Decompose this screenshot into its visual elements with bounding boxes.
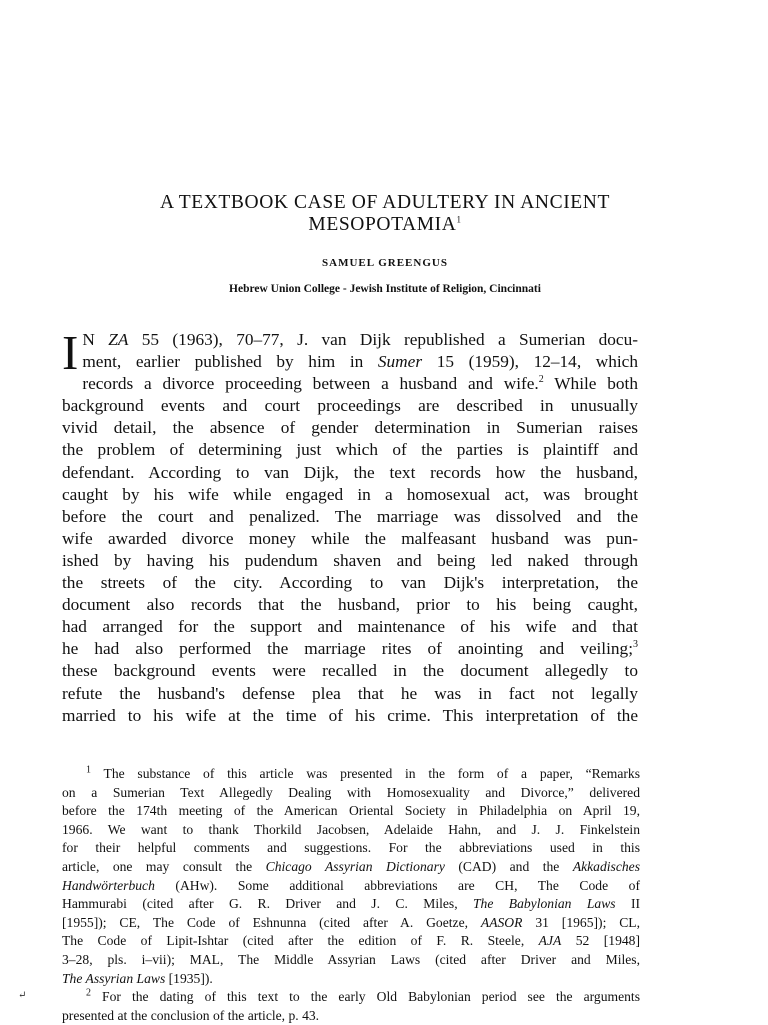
text-run: caught by his wife while engaged in a homosexual act, was brought [62,484,638,504]
text-run: refute the husband's defense plea that he was in fact not legally [62,683,638,703]
text-run: these background events were recalled in the document allegedly to [62,661,638,681]
body-line [62,638,638,660]
footnote-line [62,821,640,840]
text-run: before the 174th meeting of the American Oriental Society in Philadelphia on April 19, [62,803,640,819]
text-run: [1955]); CE, The Code of Eshnunna (cited after A. Goetze, [62,914,481,930]
footnote-line [62,988,640,1007]
text-run: While both [543,374,639,394]
body-line [62,683,638,705]
footnote-line [62,970,640,989]
body-line [62,351,638,373]
footnote [62,988,640,1025]
footnote-line [62,895,640,914]
text-run: (AHw). Some additional abbreviations are CH, The Code of [154,877,640,893]
body-paragraph [62,325,639,727]
footnote-line [62,802,640,821]
body-line [62,550,638,572]
body-line [62,417,638,439]
title-line-1: A TEXTBOOK CASE OF ADULTERY IN ANCIENT [159,192,611,213]
text-run: document also records that the husband, prior to his being caught, [62,595,638,615]
body-line [62,616,638,638]
body-line [62,329,638,351]
footnote-line [62,1007,640,1025]
text-run: 52 [1948] [561,933,640,949]
footnotes [62,765,640,1025]
text-run: The substance of this article was presented in the form of a paper, “Remarks [91,766,640,781]
footnote-line [62,839,640,858]
text-run: II [615,896,641,912]
body-lines [62,325,639,727]
text-run: married to his wife at the time of his crime. This interpretation of the [62,705,638,725]
body-line [62,506,638,528]
text-run: [1935]). [165,970,213,986]
text-run: 15 (1959), 12–14, which [422,352,638,372]
body-line [62,528,638,550]
italic-run: The Assyrian Laws [62,970,166,986]
article-title [80,192,690,236]
body-line [62,594,638,616]
italic-run: AASOR [480,914,523,930]
text-run: 31 [1965]); CL, [522,914,641,930]
text-run: N [82,330,109,349]
text-run: background events and court proceedings are described in unusually [62,396,638,416]
text-run: defendant. According to van Dijk, the text records how the husband, [62,462,638,482]
text-run: 55 (1963), 70–77, J. van Dijk republished a Sumerian docu- [128,330,638,349]
footnote-line [62,951,640,970]
text-run: wife awarded divorce money while the malfeasant husband was pun- [62,528,638,548]
footnote-ref: 3 [633,639,638,651]
text-run: he had also performed the marriage rites of anointing and veiling; [62,639,633,659]
text-run: (CAD) and the [444,858,573,874]
title-line-2: MESOPOTAMIA [308,214,457,235]
text-run: records a divorce proceeding between a husband and wife. [82,374,539,394]
text-run: presented at the conclusion of the article, p. 43. [62,1007,320,1023]
text-run: For the dating of this text to the early Old Babylonian period see the arguments [91,989,640,1005]
footnote-line [62,765,640,784]
footnote-line [62,877,640,896]
text-run: on a Sumerian Text Allegedly Dealing with Homosexuality and Divorce,” delivered [62,784,640,800]
text-run: the streets of the city. According to van Dijk's interpretation, the [62,573,638,593]
body-line [62,439,638,461]
text-run: 3–28, pls. i–vii); MAL, The Middle Assyrian Laws (cited after Driver and Miles, [62,951,640,967]
italic-run: Handwörterbuch [62,877,155,893]
text-run: for their helpful comments and suggestions. For the abbreviations used in this [62,840,640,856]
author-affiliation: Hebrew Union College - Jewish Institute of Religion, Cincinnati [229,283,541,295]
body-line [62,572,638,594]
footnote-line [62,784,640,803]
text-run: The Code of Lipit-Ishtar (cited after the edition of F. R. Steele, [62,933,539,949]
italic-run: Chicago Assyrian Dictionary [265,858,445,874]
text-run: had arranged for the support and maintenance of his wife and that [62,617,638,637]
body-line [62,484,638,506]
body-line [62,462,638,484]
text-run: ished by having his pudendum shaven and being led naked through [62,550,638,570]
footnote-line [62,858,640,877]
italic-run: Sumer [377,352,423,372]
body-line [62,373,638,395]
footnote-line [62,914,640,933]
footnote-mark: 2 [86,987,91,999]
text-run: before the court and penalized. The marriage was dissolved and the [62,506,638,526]
margin-mark-icon: ↵ [18,990,27,1001]
italic-run: The Babylonian Laws [473,896,616,912]
italic-run: Akkadisches [572,858,640,874]
text-run: vivid detail, the absence of gender determination in Sumerian raises [62,418,638,438]
body-line [62,395,638,417]
footnote-mark: 1 [86,764,91,776]
body-line [62,705,638,727]
footnote-list [62,765,640,1025]
footnote-ref: 2 [538,374,544,386]
text-run: the problem of determining just which of the parties is plaintiff and [62,440,638,460]
text-run: ment, earlier published by him in [82,352,378,372]
footnote-line [62,932,640,951]
text-run: Hammurabi (cited after G. R. Driver and J. C. Miles, [62,896,473,912]
text-run: article, one may consult the [62,858,266,874]
text-run: 1966. We want to thank Thorkild Jacobsen, Adelaide Hahn, and J. J. Finkelstein [62,821,640,837]
author-name: SAMUEL GREENGUS [322,257,448,269]
drop-cap: I [62,325,79,380]
italic-run: AJA [538,933,562,949]
footnote [62,765,640,988]
italic-run: ZA [108,330,129,349]
body-line [62,660,638,682]
title-footnote-mark: 1 [456,214,462,225]
